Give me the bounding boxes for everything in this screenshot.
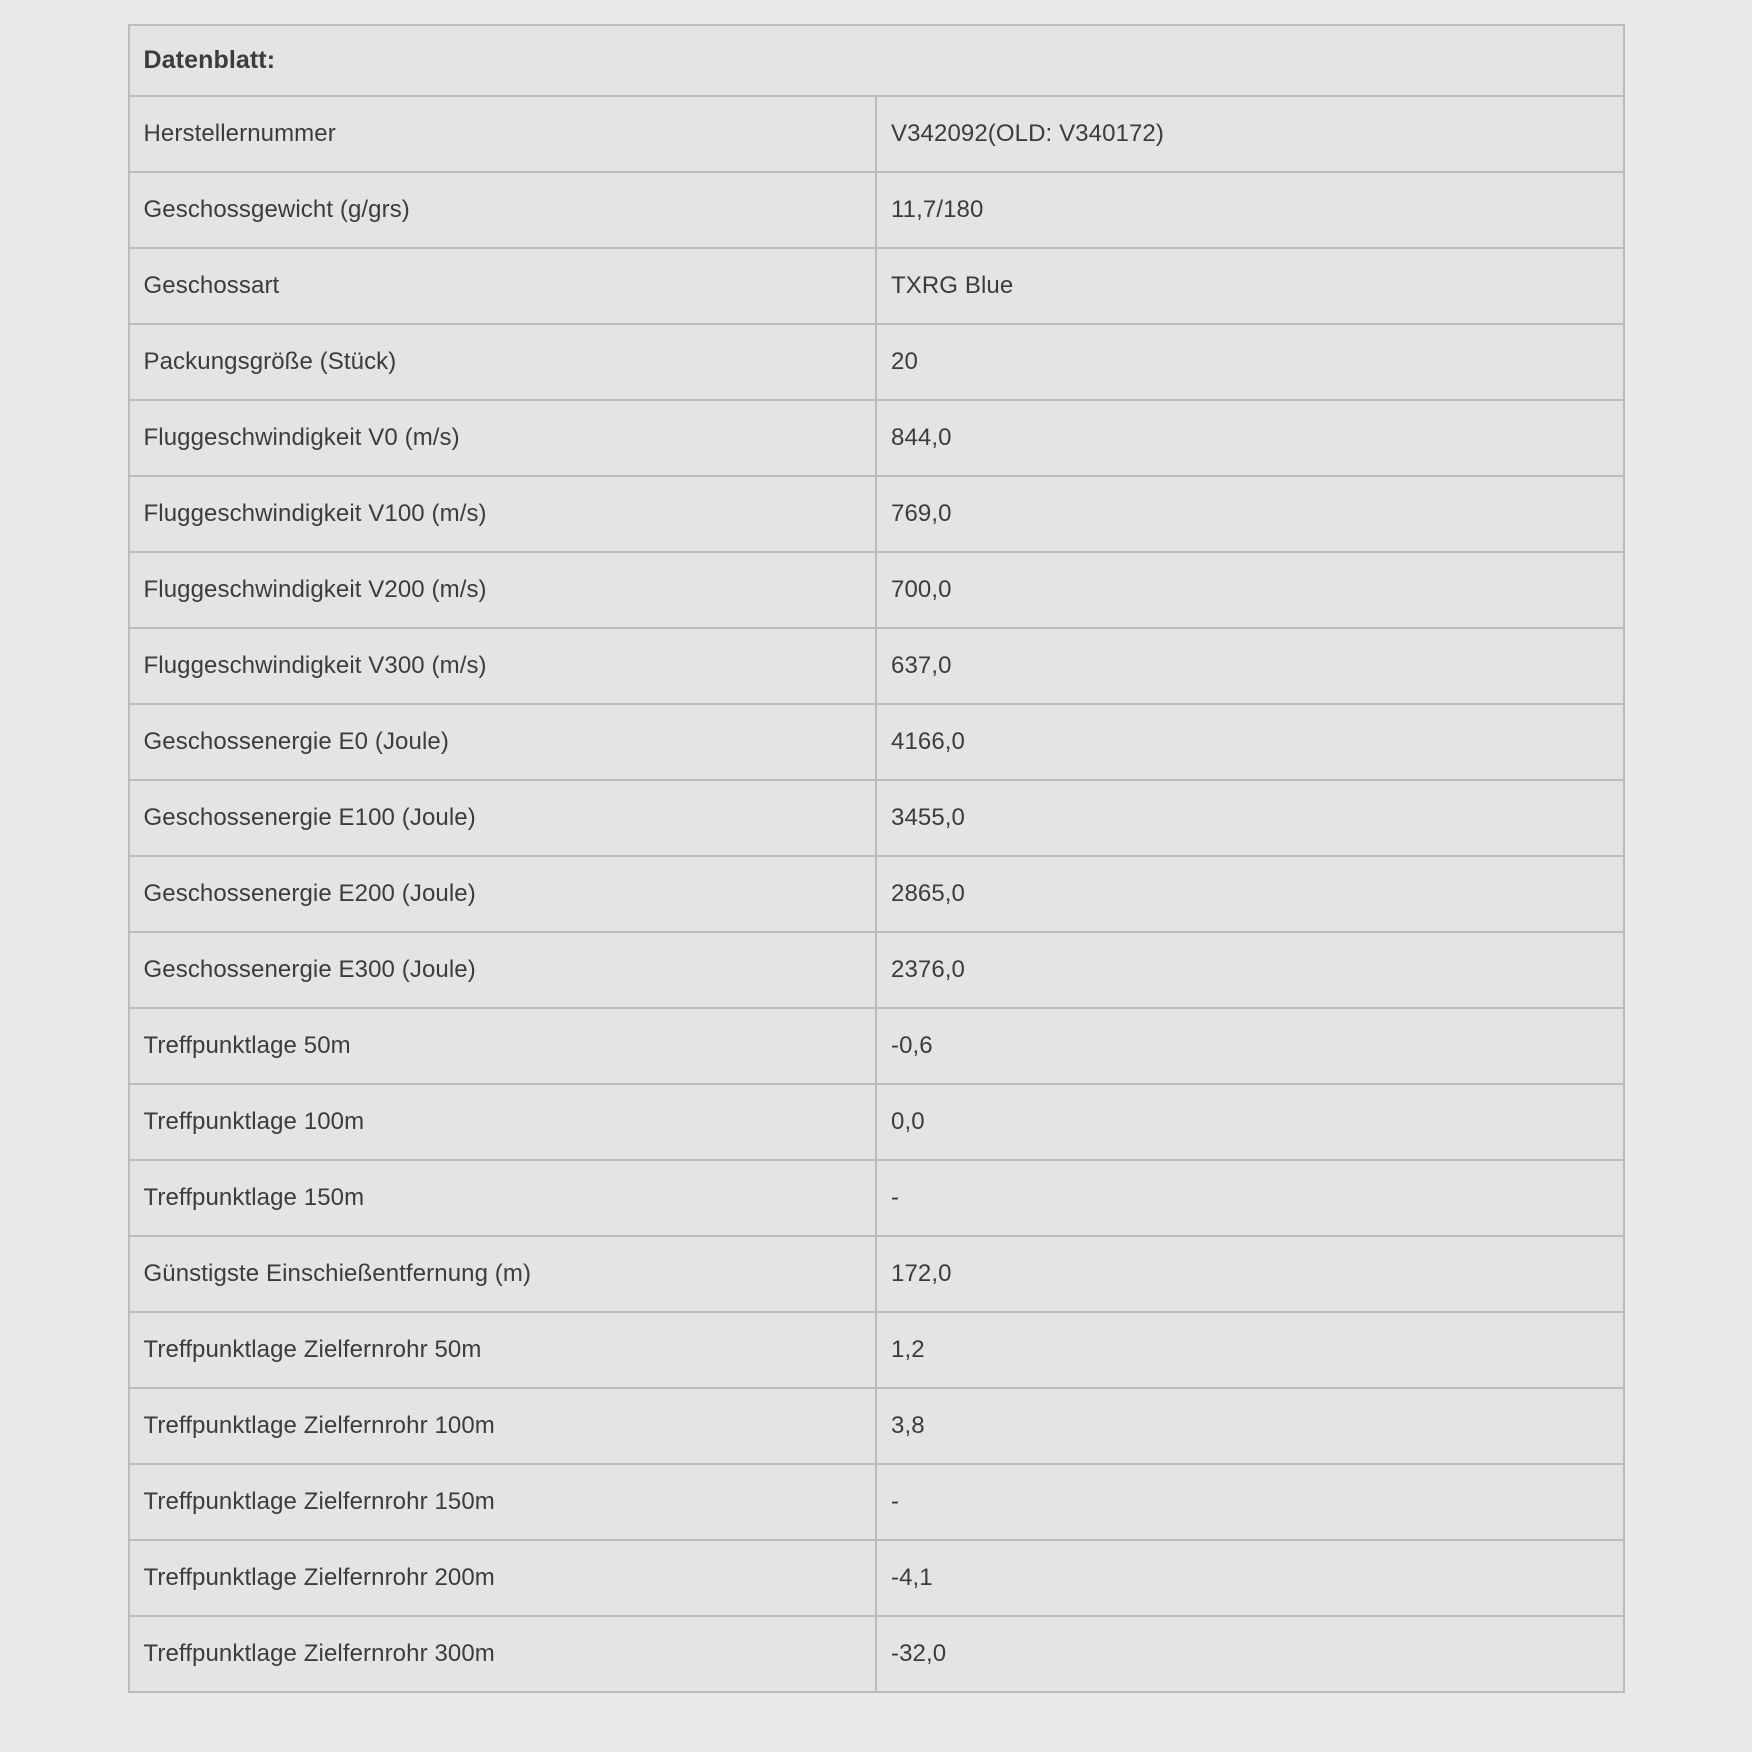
row-value: 2376,0: [876, 932, 1624, 1008]
table-row: [129, 628, 1624, 704]
table-row: [129, 1464, 1624, 1540]
row-label: Geschossenergie E300 (Joule): [129, 932, 877, 1008]
row-label: Geschossenergie E200 (Joule): [129, 856, 877, 932]
table-row: [129, 400, 1624, 476]
row-value: -32,0: [876, 1616, 1624, 1692]
row-value: 4166,0: [876, 704, 1624, 780]
table-row: [129, 780, 1624, 856]
table-row: [129, 932, 1624, 1008]
table-row: [129, 1160, 1624, 1236]
row-value: -4,1: [876, 1540, 1624, 1616]
row-value: -: [876, 1160, 1624, 1236]
row-label: Geschossenergie E0 (Joule): [129, 704, 877, 780]
row-value: 3455,0: [876, 780, 1624, 856]
datasheet-header-row: [129, 25, 1624, 96]
row-label: Herstellernummer: [129, 96, 877, 172]
row-label: Geschossgewicht (g/grs): [129, 172, 877, 248]
row-value: -0,6: [876, 1008, 1624, 1084]
row-value: 844,0: [876, 400, 1624, 476]
row-value: -: [876, 1464, 1624, 1540]
datasheet-body: [129, 96, 1624, 1692]
table-row: [129, 172, 1624, 248]
row-label: Fluggeschwindigkeit V200 (m/s): [129, 552, 877, 628]
table-row: [129, 1084, 1624, 1160]
row-value: 1,2: [876, 1312, 1624, 1388]
table-row: [129, 552, 1624, 628]
datasheet-table: [128, 24, 1625, 1693]
table-row: [129, 1236, 1624, 1312]
row-label: Treffpunktlage Zielfernrohr 100m: [129, 1388, 877, 1464]
row-value: V342092(OLD: V340172): [876, 96, 1624, 172]
row-value: 637,0: [876, 628, 1624, 704]
row-value: TXRG Blue: [876, 248, 1624, 324]
row-value: 172,0: [876, 1236, 1624, 1312]
row-value: 700,0: [876, 552, 1624, 628]
datasheet-header: [129, 25, 1624, 96]
table-row: [129, 476, 1624, 552]
row-label: Fluggeschwindigkeit V300 (m/s): [129, 628, 877, 704]
row-label: Fluggeschwindigkeit V100 (m/s): [129, 476, 877, 552]
row-label: Treffpunktlage 50m: [129, 1008, 877, 1084]
row-value: 20: [876, 324, 1624, 400]
table-row: [129, 1616, 1624, 1692]
table-row: [129, 1540, 1624, 1616]
row-label: Packungsgröße (Stück): [129, 324, 877, 400]
row-label: Treffpunktlage Zielfernrohr 150m: [129, 1464, 877, 1540]
table-row: [129, 248, 1624, 324]
table-row: [129, 1312, 1624, 1388]
row-value: 2865,0: [876, 856, 1624, 932]
row-label: Treffpunktlage Zielfernrohr 50m: [129, 1312, 877, 1388]
row-label: Treffpunktlage Zielfernrohr 300m: [129, 1616, 877, 1692]
row-label: Treffpunktlage 150m: [129, 1160, 877, 1236]
row-label: Fluggeschwindigkeit V0 (m/s): [129, 400, 877, 476]
table-row: [129, 704, 1624, 780]
table-row: [129, 1008, 1624, 1084]
row-value: 0,0: [876, 1084, 1624, 1160]
table-row: [129, 1388, 1624, 1464]
row-value: 11,7/180: [876, 172, 1624, 248]
row-label: Treffpunktlage 100m: [129, 1084, 877, 1160]
row-label: Treffpunktlage Zielfernrohr 200m: [129, 1540, 877, 1616]
table-row: [129, 96, 1624, 172]
datasheet-title: Datenblatt:: [129, 25, 1624, 96]
table-row: [129, 324, 1624, 400]
row-value: 3,8: [876, 1388, 1624, 1464]
row-label: Geschossart: [129, 248, 877, 324]
row-label: Günstigste Einschießentfernung (m): [129, 1236, 877, 1312]
row-label: Geschossenergie E100 (Joule): [129, 780, 877, 856]
table-row: [129, 856, 1624, 932]
row-value: 769,0: [876, 476, 1624, 552]
